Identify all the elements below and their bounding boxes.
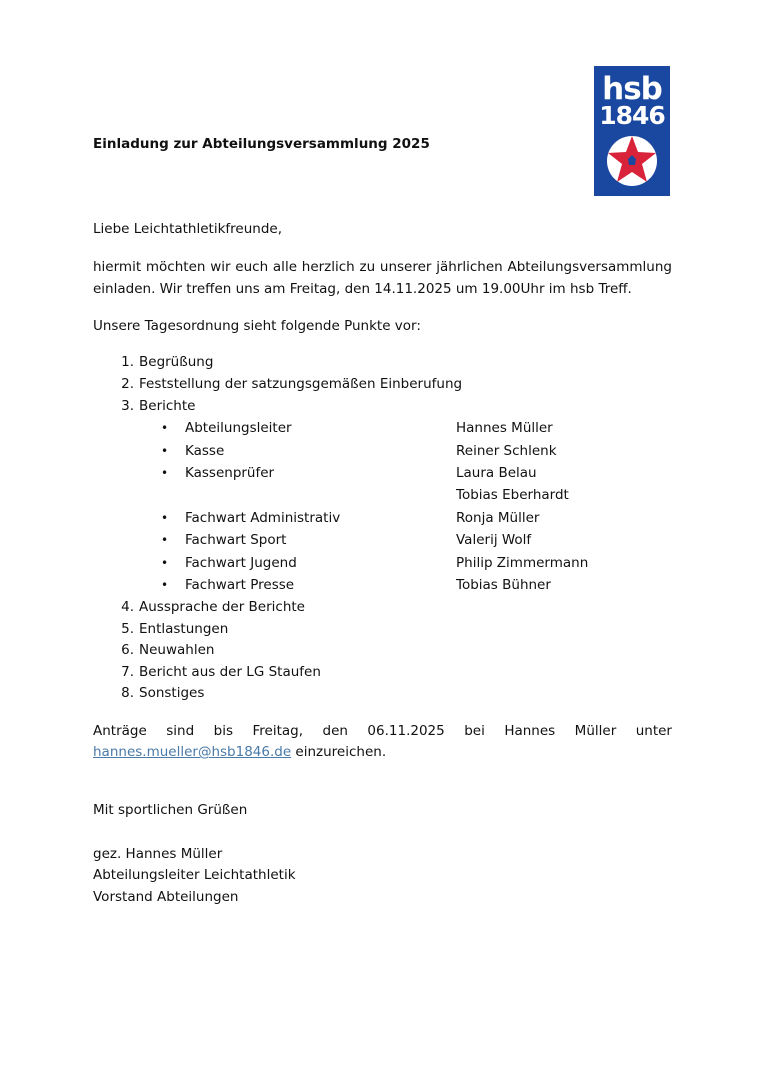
logo-text-year: 1846 [599, 101, 665, 130]
intro-line-2: einladen. Wir treffen uns am Freitag, den 14.11.2025 um 19.00Uhr im hsb Treff. [93, 281, 632, 297]
bullet-icon: • [161, 533, 169, 547]
bullet-icon: • [161, 466, 169, 480]
agenda-number: 8. [121, 685, 134, 701]
report-name: Valerij Wolf [456, 532, 532, 548]
agenda-number: 3. [121, 398, 134, 414]
agenda-item: Feststellung der satzungsgemäßen Einberufung [139, 376, 463, 392]
report-name: Ronja Müller [456, 510, 540, 526]
agenda-item: Neuwahlen [139, 642, 215, 658]
agenda-intro: Unsere Tagesordnung sieht folgende Punkte vor: [93, 318, 421, 334]
agenda-number: 6. [121, 642, 134, 658]
hsb-logo [594, 66, 670, 196]
star-emblem-icon [605, 134, 659, 188]
signature-role: Abteilungsleiter Leichtathletik [93, 867, 296, 883]
intro-line-1: hiermit möchten wir euch alle herzlich zu unserer jährlichen Abteilungsversammlung [93, 259, 672, 275]
antraege-line-2 [93, 741, 386, 763]
signature-line: gez. Hannes Müller [93, 846, 223, 862]
report-role: Fachwart Administrativ [185, 510, 341, 526]
email-link[interactable]: hannes.mueller@hsb1846.de [93, 744, 292, 760]
agenda-item: Begrüßung [139, 354, 214, 370]
report-name: Tobias Bühner [456, 577, 551, 593]
greeting: Liebe Leichtathletikfreunde, [93, 221, 282, 237]
agenda-item: Bericht aus der LG Staufen [139, 664, 321, 680]
bullet-icon: • [161, 421, 169, 435]
report-role: Abteilungsleiter [185, 420, 292, 436]
agenda-number: 1. [121, 354, 134, 370]
antraege-rest: einzureichen. [291, 744, 387, 760]
bullet-icon: • [161, 444, 169, 458]
report-role: Kassenprüfer [185, 465, 275, 481]
report-name: Reiner Schlenk [456, 443, 557, 459]
report-role: Fachwart Sport [185, 532, 287, 548]
agenda-number: 5. [121, 621, 134, 637]
bullet-icon: • [161, 511, 169, 525]
report-role: Fachwart Jugend [185, 555, 297, 571]
signature-board: Vorstand Abteilungen [93, 889, 239, 905]
report-role: Kasse [185, 443, 225, 459]
report-name: Hannes Müller [456, 420, 553, 436]
logo-text-hsb: hsb [602, 71, 662, 107]
report-name: Philip Zimmermann [456, 555, 589, 571]
antraege-line-1: Anträge sind bis Freitag, den 06.11.2025 bei Hannes Müller unter [93, 723, 672, 739]
report-name-second: Tobias Eberhardt [456, 487, 569, 503]
agenda-number: 7. [121, 664, 134, 680]
bullet-icon: • [161, 556, 169, 570]
document-title: Einladung zur Abteilungsversammlung 2025 [93, 136, 430, 152]
closing: Mit sportlichen Grüßen [93, 802, 248, 818]
report-name: Laura Belau [456, 465, 537, 481]
agenda-item: Entlastungen [139, 621, 229, 637]
bullet-icon: • [161, 578, 169, 592]
report-role: Fachwart Presse [185, 577, 295, 593]
agenda-item: Aussprache der Berichte [139, 599, 305, 615]
agenda-item: Berichte [139, 398, 196, 414]
agenda-number: 2. [121, 376, 134, 392]
agenda-item: Sonstiges [139, 685, 205, 701]
agenda-number: 4. [121, 599, 134, 615]
